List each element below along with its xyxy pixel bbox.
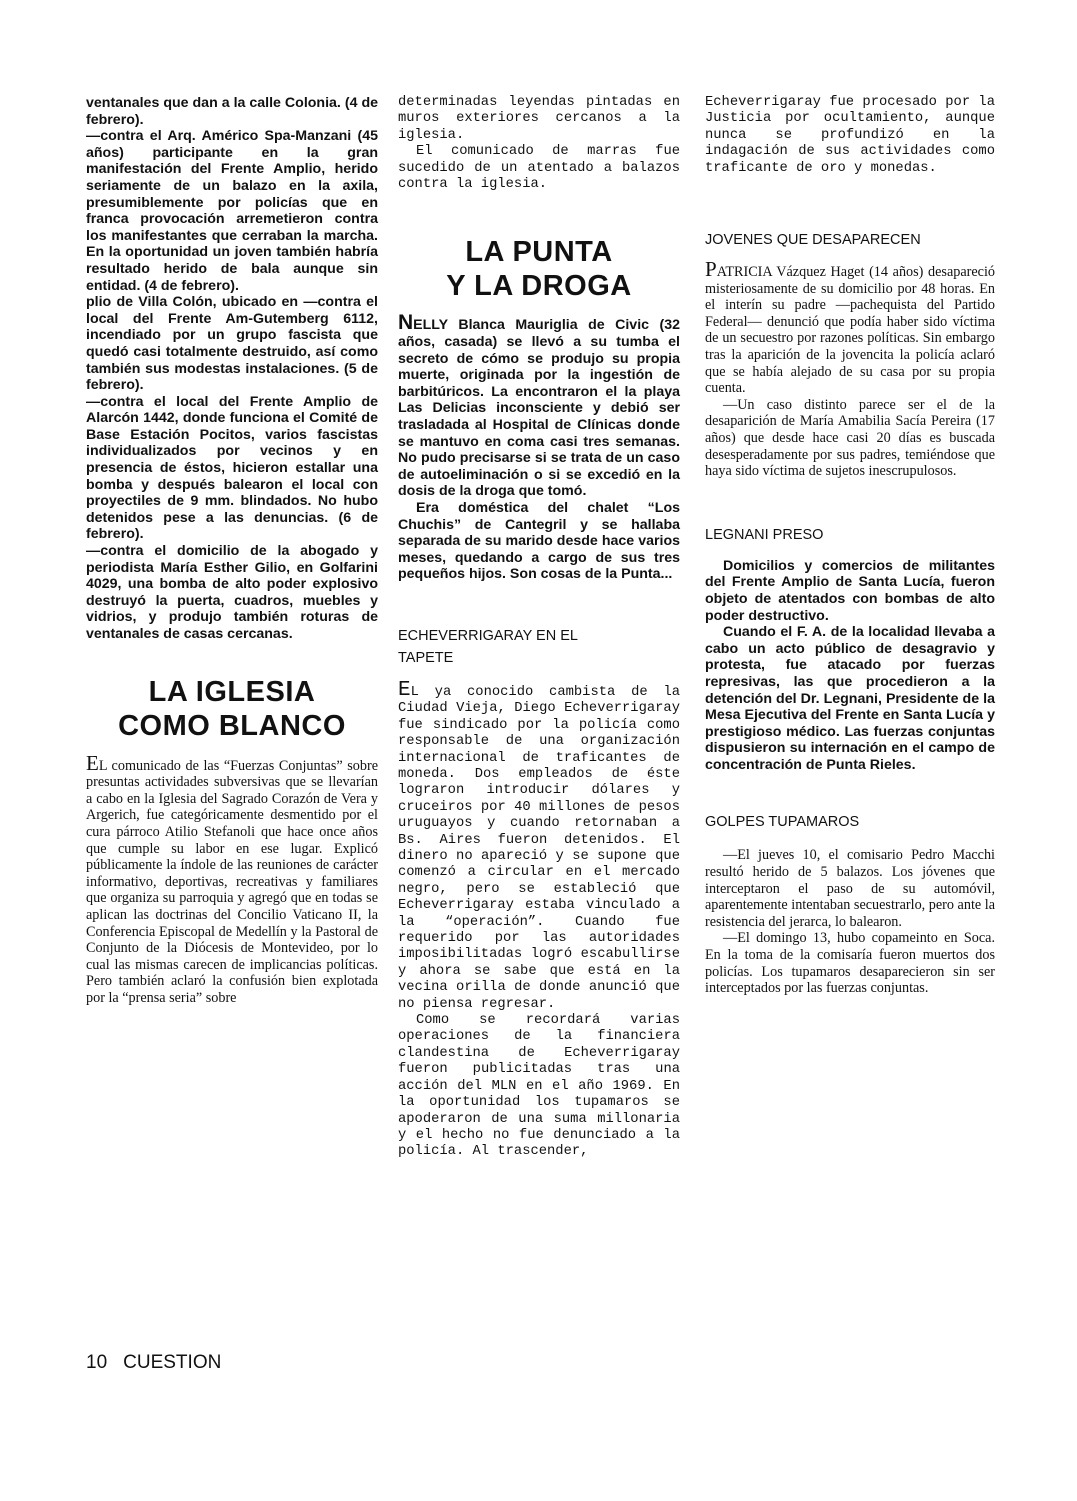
article-legnani-text-2: Cuando el F. A. de la localidad llevaba a cabo un acto público de desagravio y protesta, fue atacado por fuerzas represivas, las que procedieron a la detención del Dr. Legnani, Presidente de la Mesa Ejecutiva del Frente en Santa Lucía y prestigioso médico. Las fuerzas conjuntas dispusieron su internación en el campo de concentración de Punta Rieles. (705, 624, 995, 773)
article-nelly-text: ELLY Blanca Mauriglia de Civic (32 años, casada) se llevó a su tumba el secreto de cómo se produjo su propia muerte, originada por la ingestión de barbitúricos. La encontraron el la playa Las Delicias inconsciente y debió ser trasladada al Hospital de Clínicas donde se mantuvo en coma casi tres semanas. No pudo precisarse si se trata de un caso de autoeliminación o si se excedió en la dosis de la droga que tomó. (398, 317, 680, 500)
column-2 (398, 95, 680, 1161)
article-echeverrigaray-ending: Echeverrigaray fue procesado por la Justicia por ocultamiento, aunque nunca se profundizó en la indagación de sus actividades como traficante de oro y monedas. (705, 95, 995, 176)
article-nelly-body (398, 311, 680, 500)
article-golpes-text-2: —El domingo 13, hubo copameinto en Soca. En la toma de la comisaría fueron muertos dos policías. Los tupamaros desaparecieron sin ser interceptados por las fuerzas conjuntas. (705, 930, 995, 997)
section-title-golpes: GOLPES TUPAMAROS (705, 814, 860, 831)
article-echeverrigaray-text-2: Como se recordará varias operaciones de la financiera clandestina de Echeverrigaray fueron publicitadas tras una acción del MLN en el año 1969. En la oportunidad los tupamaros se apoderaron de una suma millonaria y el hecho no fue denunciado a la policía. Al trascender, (398, 1013, 680, 1160)
article-patricia-text-2: —Un caso distinto parece ser el de la desaparición de María Amabilia Sacía Pereira (17 años) que desde hace casi 20 días es buscada desesperadamente por sus padres, temiéndose que haya sido víctima de sujetos inescrupulosos. (705, 396, 995, 480)
article-patricia-text: ATRICIA Vázquez Haget (14 años) desapareció misteriosamente de su domicilio por 48 horas. En el interín su padre —pachequista del Partido Federal— denunció que podía haber sido víctima de un secuestro por razones políticas. Sin embargo tras la aparición de la jovencita la policía aclaró que se había alejado de su casa por su propia cuenta. (705, 264, 995, 397)
column-3 (705, 95, 995, 997)
dropcap-p: P (705, 257, 717, 282)
attack-item-alarcon: —contra el local del Frente Amplio de Alarcón 1442, donde funciona el Comité de Base Estación Pocitos, varios fascistas individualizados por vecinos y en presencia de éstos, hicieron estallar una bomba y después balearon el local con proyectiles de 9 mm. blindados. No hubo detenidos pese a las denuncias. (6 de febrero). (86, 393, 378, 543)
section-title-legnani: LEGNANI PRESO (705, 526, 824, 543)
section-title-echeverrigaray: ECHEVERRIGARAY EN EL TAPETE (398, 627, 578, 666)
page-footer (86, 1352, 221, 1374)
article-iglesia-body (86, 750, 378, 1007)
attack-item-colonia: ventanales que dan a la calle Colonia. (4 de febrero). (86, 95, 378, 128)
article-iglesia-continued: determinadas leyendas pintadas en muros exteriores cercanos a la iglesia. (398, 95, 680, 143)
section-title-jovenes: JOVENES QUE DESAPARECEN (705, 232, 921, 249)
article-iglesia-ending: El comunicado de marras fue sucedido de un atentado a balazos contra la iglesia. (398, 144, 680, 193)
headline-iglesia-line1: LA IGLESIA (148, 675, 316, 708)
article-echeverrigaray-body (398, 678, 680, 1013)
attack-item-spa-manzani: —contra el Arq. Américo Spa-Manzani (45 años) participante en la gran manifestación del Frente Amplio, herido seriamente de un balazo en la axila, presumiblemente por policías que en franca provocación arremetieron contra los manifestantes que cerraban la marcha. En la oportunidad un joven también habría resultado herido de bala aunque sin entidad. (4 de febrero). (86, 128, 378, 294)
headline-iglesia (86, 675, 378, 743)
column-1 (86, 95, 378, 1007)
headline-punta-line2: Y LA DROGA (446, 270, 632, 303)
attack-item-gilio: —contra el domicilio de la abogado y periodista María Esther Gilio, en Golfarini 4029, una bomba de alto poder explosivo destruyó la puerta, cuadros, muebles y vidrios, y produjo también roturas de ventanales de casas cercanas. (86, 543, 378, 642)
magazine-name: CUESTION (123, 1352, 222, 1373)
article-iglesia-text: L comunicado de las “Fuerzas Conjuntas” sobre presuntas actividades subversivas que se llevarían a cabo en la Iglesia del Sagrado Corazón de Vera y Argerich, fue categóricamente desmentido por el cura párroco Atilio Stefanoli que hace once años que cumple su labor en ese lugar. Explicó públicamente la índole de las reuniones de carácter informativo, deportivas, recreativas y familiares que organiza su parroquia y agregó que en todas se aplican las doctrinas del Concilio Vaticano II, la Conferencia Episcopal de Medellín y la Pastoral de Conjunto de la Diócesis de Montevideo, por lo cual las mismas carecen de implicancias políticas. Pero también aclaró la confusión bien explotada por la “prensa seria” sobre (86, 757, 378, 1006)
headline-punta-line1: LA PUNTA (465, 236, 613, 269)
article-patricia-body (705, 257, 995, 397)
page-number: 10 (86, 1352, 108, 1373)
dropcap-e2: E (398, 678, 411, 702)
dropcap-n: N (398, 311, 414, 335)
article-echeverrigaray-text: L ya conocido cambista de la Ciudad Vieja, Diego Echeverrigaray fue sindicado por la policía como responsable de una organización internacional de traficantes de moneda. Dos empleados de éste lograron introducir dólares y cruceiros por 40 millones de pesos uruguayos y cuando retornaban a Bs. Aires fueron detenidos. El dinero no apareció y se supone que comenzó a circular en el mercado negro, pero se estableció que Echeverrigaray estaba vinculado a la “operación”. Cuando fue requerido por las autoridades imposibilitadas logró escabullirse y ahora se sabe que está en la vecina orilla de donde anunció que no piensa regresar. (398, 684, 680, 1012)
article-legnani-text-1: Domicilios y comercios de militantes del Frente Amplio de Santa Lucía, fueron objeto de atentados con bombas de alto poder destructivo. (705, 557, 995, 624)
headline-iglesia-line2: COMO BLANCO (118, 709, 346, 742)
headline-punta-droga (398, 235, 680, 303)
article-nelly-text-2: Era doméstica del chalet “Los Chuchis” de Cantegril y se hallaba separada de su marido desde hace varios meses, quedando a cargo de sus tres pequeños hijos. Son cosas de la Punta... (398, 499, 680, 583)
attack-item-gutemberg: plio de Villa Colón, ubicado en —contra el local del Frente Am-Gutemberg 6112, incendiado por un grupo fascista que quedó casi totalmente destruido, así como también sus modestas instalaciones. (5 de febrero). (86, 294, 378, 394)
dropcap-e: E (86, 750, 99, 775)
article-golpes-text-1: —El jueves 10, el comisario Pedro Macchi resultó herido de 5 balazos. Los jóvenes que interceptaron el paso de su automóvil, aparentemente intentaban secuestrarlo, pero ante la resistencia del jerarca, lo balearon. (705, 847, 995, 930)
